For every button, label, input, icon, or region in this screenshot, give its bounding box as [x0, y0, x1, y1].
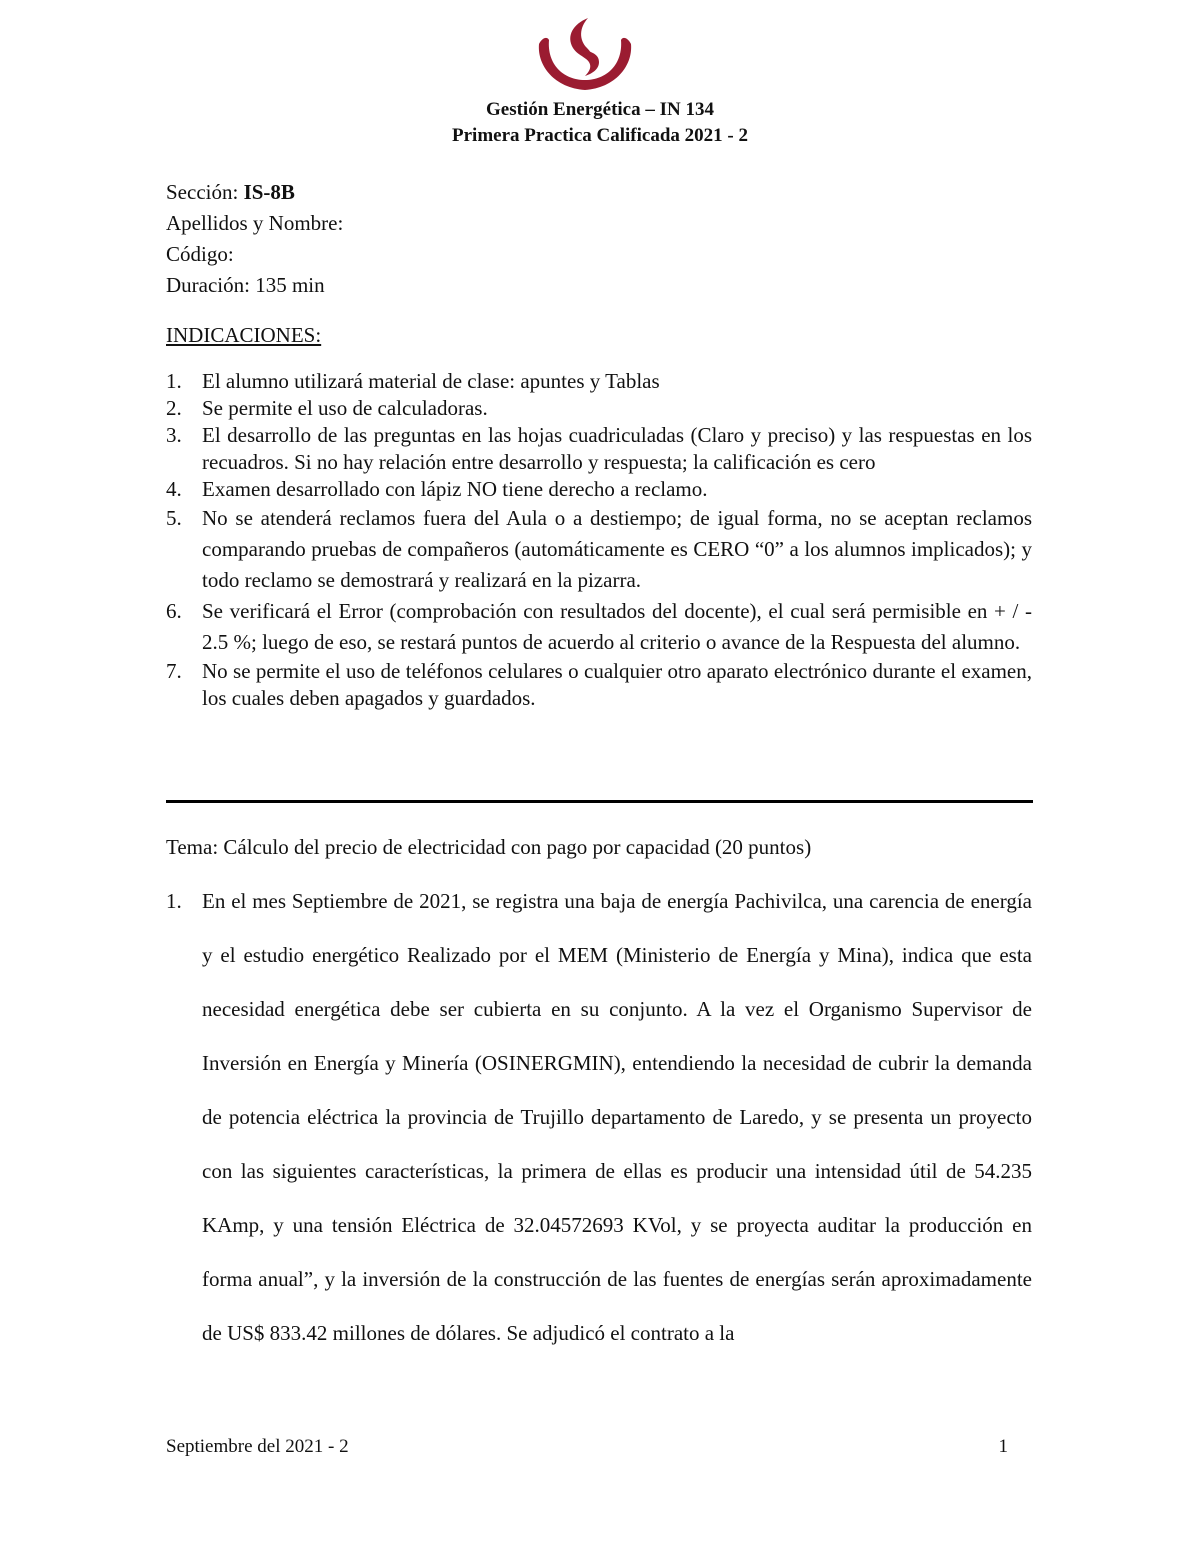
student-info — [166, 177, 343, 301]
list-item-number: 6. — [166, 599, 182, 623]
name-label: Apellidos y Nombre: — [166, 211, 344, 235]
list-item-number: 4. — [166, 477, 182, 501]
course-title: Gestión Energética – IN 134 — [486, 99, 714, 120]
list-item — [166, 368, 1032, 395]
list-item-text: El desarrollo de las preguntas en las hojas cuadriculadas (Claro y preciso) y las respuestas en los recuadros. Si no hay relación entre desarrollo y respuesta; la calificación es cero — [202, 423, 1032, 474]
list-item-number: 7. — [166, 659, 182, 683]
section-value: IS-8B — [243, 180, 295, 204]
list-item-text: Se verificará el Error (comprobación con resultados del docente), el cual será permisible en + / - 2.5 %; luego de eso, se restará puntos de acuerdo al criterio o avance de la Respuesta del alumno. — [202, 599, 1032, 654]
footer-date: Septiembre del 2021 - 2 — [166, 1436, 349, 1457]
list-item — [166, 658, 1032, 712]
list-item — [166, 503, 1032, 596]
code-label: Código: — [166, 242, 234, 266]
list-item-number: 1. — [166, 369, 182, 393]
list-item — [166, 395, 1032, 422]
list-item-text: Examen desarrollado con lápiz NO tiene derecho a reclamo. — [202, 477, 708, 501]
list-item-text: No se permite el uso de teléfonos celulares o cualquier otro aparato electrónico durante el examen, los cuales deben apagados y guardados. — [202, 659, 1032, 710]
question-item — [166, 874, 1032, 1360]
list-item — [166, 422, 1032, 476]
section-row — [166, 177, 343, 208]
duration-label: Duración: 135 min — [166, 273, 325, 297]
list-item-text: El alumno utilizará material de clase: apuntes y Tablas — [202, 369, 660, 393]
topic-heading: Tema: Cálculo del precio de electricidad con pago por capacidad (20 puntos) — [166, 835, 812, 859]
question-number: 1. — [166, 889, 182, 913]
indications-list — [166, 368, 1032, 712]
list-item-number: 5. — [166, 506, 182, 530]
list-item-number: 3. — [166, 423, 182, 447]
indications-title: INDICACIONES: — [166, 323, 322, 347]
question-text: En el mes Septiembre de 2021, se registra una baja de energía Pachivilca, una carencia de energía y el estudio energético Realizado por el MEM (Ministerio de Energía y Mina), indica que esta necesidad energética debe ser cubierta en su conjunto. A la vez el Organismo Supervisor de Inversión en Energía y Minería (OSINERGMIN), entendiendo la necesidad de cubrir la demanda de potencia eléctrica la provincia de Trujillo departamento de Laredo, y se presenta un proyecto con las siguientes características, la primera de ellas es producir una intensidad útil de 54.235 KAmp, y una tensión Eléctrica de 32.04572693 KVol, y se proyecta auditar la producción en forma anual”, y la inversión de la construcción de las fuentes de energías serán aproximadamente de US$ 833.42 millones de dólares. Se adjudicó el contrato a la — [202, 889, 1032, 1345]
list-item-number: 2. — [166, 396, 182, 420]
page-number: 1 — [998, 1436, 1008, 1457]
list-item-text: Se permite el uso de calculadoras. — [202, 396, 488, 420]
section-label: Sección: — [166, 180, 244, 204]
list-item — [166, 596, 1032, 658]
list-item — [166, 476, 1032, 503]
exam-title: Primera Practica Calificada 2021 - 2 — [452, 125, 748, 146]
section-divider — [166, 800, 1033, 803]
university-logo-icon — [533, 14, 637, 94]
question-list — [166, 886, 1032, 1360]
list-item-text: No se atenderá reclamos fuera del Aula o a destiempo; de igual forma, no se aceptan reclamos comparando pruebas de compañeros (automáticamente es CERO “0” a los alumnos implicados); y todo reclamo se demostrará y realizará en la pizarra. — [202, 506, 1032, 592]
